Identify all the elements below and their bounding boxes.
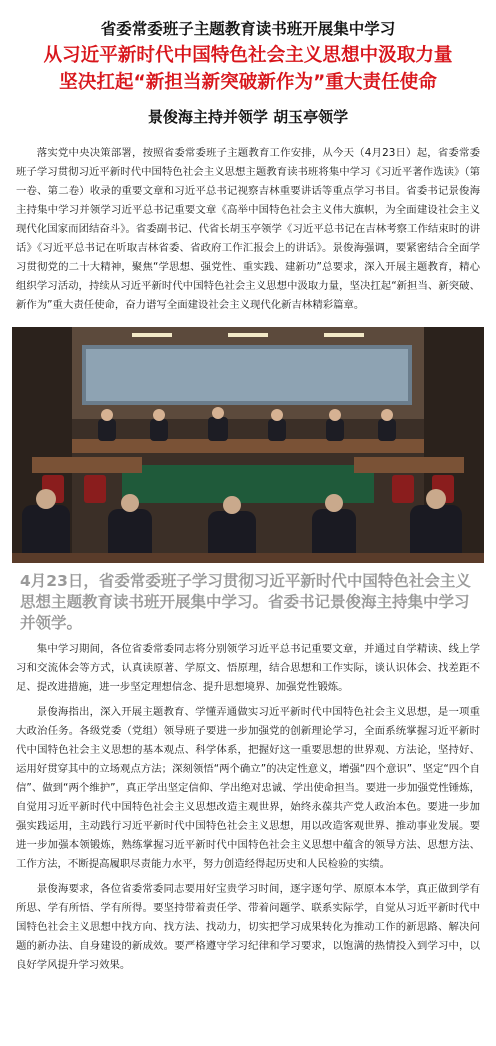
article-paragraph-1: 落实党中央决策部署，按照省委常委班子主题教育工作安排，从今天（4月23日）起，省委常委班子学习贯彻习近平新时代中国特色社会主义思想主题教育读书班将集中学习《习近平著作选读》（第一卷、第二卷）收录的重要文章和习近平总书记视察吉林重要讲话等重点学习书目。省委书记景俊海主持集中学习并领学习近平总书记重要文章《高举中国特色社会主义伟大旗帜，为全面建设社会主义现代化国家而团结奋斗》。省委副书记、代省长胡玉亭领学《习近平总书记在吉林考察工作结束时的讲话》《习近平总书记在听取吉林省委、省政府工作汇报会上的讲话》。景俊海强调，要紧密结合全面学习贯彻党的二十大精神，聚焦“学思想、强党性、重实践、建新功”总要求，深入开展主题教育，精心组织学习活动，持续从习近平新时代中国特色社会主义思想中汲取力量，坚决扛起“新担当、新突破、新作为”重大责任使命，奋力谱写全面建设社会主义现代化新吉林精彩篇章。 [16, 147, 480, 311]
article-kicker: 省委常委班子主题教育读书班开展集中学习 [100, 19, 396, 38]
photo-caption: 4月23日，省委常委班子学习贯彻习近平新时代中国特色社会主义思想主题教育读书班开展集中学习。省委书记景俊海主持集中学习并领学。 [20, 572, 471, 632]
meeting-photo-illustration [12, 327, 484, 563]
headline-line-1: 从习近平新时代中国特色社会主义思想中汲取力量 [43, 45, 453, 66]
article-subheadline: 景俊海主持并领学 胡玉亭领学 [147, 108, 349, 126]
article-paragraph-2: 集中学习期间，各位省委常委同志将分别领学习近平总书记重要文章，并通过自学精读、线上学习和交流体会等方式，认真读原著、学原文、悟原理，结合思想和工作实际，谈认识体会、找差距不足、提改进措施，进一步坚定理想信念、提升思想境界、加强党性锻炼。 [16, 643, 480, 693]
article-paragraph-4: 景俊海要求，各位省委常委同志要用好宝贵学习时间，逐字逐句学、原原本本学，真正做到学有所思、学有所悟、学有所得。要坚持带着责任学、带着问题学、联系实际学，自觉从习近平新时代中国特色社会主义思想中找方向、找方法、找动力，切实把学习成果转化为推动工作的新思路、解决问题的新办法、自身建设的新成效。要严格遵守学习纪律和学习要求，以饱满的热情投入到学习中，以良好学风提升学习效果。 [16, 883, 480, 971]
article-paragraph-3: 景俊海指出，深入开展主题教育、学懂弄通做实习近平新时代中国特色社会主义思想，是一项重大政治任务。各级党委（党组）领导班子要进一步加强党的创新理论学习，全面系统掌握习近平新时代中国特色社会主义思想的基本观点、科学体系，把握好这一重要思想的世界观、方法论，坚持好、运用好贯穿其中的立场观点方法；深刻领悟“两个确立”的决定性意义，增强“四个意识”、坚定“四个自信”、做到“两个维护”，真正学出坚定信仰、学出绝对忠诚、学出使命担当。要进一步加强党性锤炼，自觉用习近平新时代中国特色社会主义思想改造主观世界，始终永葆共产党人政治本色。要进一步加强实践运用，主动践行习近平新时代中国特色社会主义思想，用以改造客观世界、推动事业发展。要进一步加强本领锻炼，熟练掌握习近平新时代中国特色社会主义思想中蕴含的领导方法、思想方法、工作方法，不断提高履职尽责能力水平，努力创造经得起历史和人民检验的实绩。 [16, 706, 480, 870]
meeting-photo [12, 327, 484, 563]
headline-line-2: 坚决扛起“新担当新突破新作为”重大责任使命 [59, 72, 437, 93]
